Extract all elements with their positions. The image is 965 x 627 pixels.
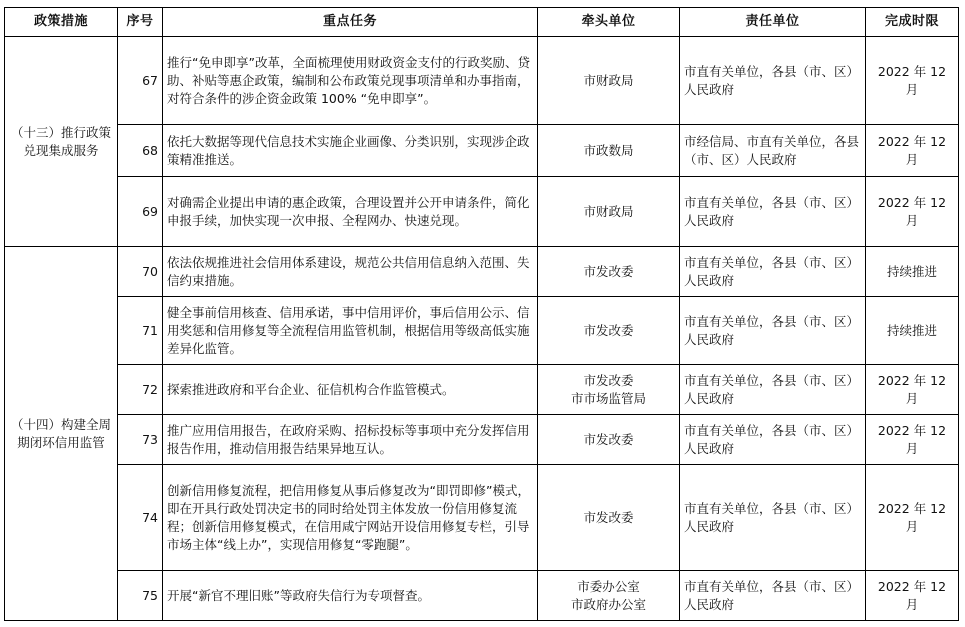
deadline-cell: 2022 年 12 月 — [866, 37, 959, 125]
lead-unit: 市财政局 — [583, 203, 634, 219]
resp-unit-cell: 市直有关单位，各县（市、区）人民政府 — [680, 37, 866, 125]
table-row — [5, 247, 959, 297]
policy-table — [4, 7, 959, 621]
table-row — [5, 177, 959, 247]
deadline-cell: 2022 年 12 月 — [866, 465, 959, 571]
task-cell: 推广应用信用报告，在政府采购、招标投标等事项中充分发挥信用报告作用，推动信用报告结果异地互认。 — [163, 415, 538, 465]
deadline-cell: 2022 年 12 月 — [866, 365, 959, 415]
task-cell: 创新信用修复流程，把信用修复从事后修复改为“即罚即修”模式，即在开具行政处罚决定书的同时给处罚主体发放一份信用修复流程；创新信用修复模式，在信用咸宁网站开设信用修复专栏，引导市场主体“线上办”，实现信用修复“零跑腿”。 — [163, 465, 538, 571]
lead-unit-cell — [538, 125, 680, 177]
resp-unit-cell: 市直有关单位，各县（市、区）人民政府 — [680, 465, 866, 571]
lead-unit: 市委办公室 — [577, 578, 640, 594]
seq-cell: 69 — [118, 177, 163, 247]
seq-cell: 67 — [118, 37, 163, 125]
table-row — [5, 365, 959, 415]
seq-cell: 70 — [118, 247, 163, 297]
lead-unit: 市发改委 — [583, 322, 634, 338]
task-cell: 推行“免申即享”改革，全面梳理使用财政资金支付的行政奖励、贷助、补贴等惠企政策，编制和公布政策兑现事项清单和办事指南，对符合条件的涉企资金政策 100% “免申即享”。 — [163, 37, 538, 125]
table-row — [5, 465, 959, 571]
header-row — [5, 8, 959, 37]
lead-unit-cell — [538, 37, 680, 125]
lead-unit-cell — [538, 297, 680, 365]
task-cell: 开展“新官不理旧账”等政府失信行为专项督查。 — [163, 571, 538, 621]
header-seq: 序号 — [118, 8, 163, 37]
table-row — [5, 571, 959, 621]
deadline-cell: 持续推进 — [866, 247, 959, 297]
seq-cell: 72 — [118, 365, 163, 415]
resp-unit-cell: 市直有关单位，各县（市、区）人民政府 — [680, 571, 866, 621]
resp-unit-cell: 市直有关单位，各县（市、区）人民政府 — [680, 365, 866, 415]
header-measure: 政策措施 — [5, 8, 118, 37]
seq-cell: 68 — [118, 125, 163, 177]
lead-unit-cell — [538, 465, 680, 571]
deadline-cell: 2022 年 12 月 — [866, 571, 959, 621]
seq-cell: 71 — [118, 297, 163, 365]
header-task: 重点任务 — [163, 8, 538, 37]
lead-unit-cell — [538, 177, 680, 247]
table-row — [5, 37, 959, 125]
task-cell: 依法依规推进社会信用体系建设，规范公共信用信息纳入范围、失信约束措施。 — [163, 247, 538, 297]
lead-unit-cell — [538, 247, 680, 297]
resp-unit-cell: 市直有关单位，各县（市、区）人民政府 — [680, 415, 866, 465]
lead-unit-cell — [538, 415, 680, 465]
lead-unit: 市发改委 — [583, 372, 634, 388]
table-row — [5, 297, 959, 365]
resp-unit-cell: 市直有关单位，各县（市、区）人民政府 — [680, 177, 866, 247]
lead-unit: 市发改委 — [583, 509, 634, 525]
task-cell: 健全事前信用核查、信用承诺，事中信用评价，事后信用公示、信用奖惩和信用修复等全流程信用监管机制，根据信用等级高低实施差异化监管。 — [163, 297, 538, 365]
deadline-cell: 持续推进 — [866, 297, 959, 365]
lead-unit-cell — [538, 571, 680, 621]
lead-unit: 市政府办公室 — [570, 596, 646, 612]
table-row — [5, 415, 959, 465]
lead-unit: 市财政局 — [583, 72, 634, 88]
seq-cell: 73 — [118, 415, 163, 465]
header-time: 完成时限 — [866, 8, 959, 37]
deadline-cell: 2022 年 12 月 — [866, 125, 959, 177]
lead-unit: 市市场监管局 — [570, 390, 646, 406]
resp-unit-cell: 市经信局、市直有关单位，各县（市、区）人民政府 — [680, 125, 866, 177]
measure-cell: （十四）构建全周期闭环信用监管 — [5, 247, 118, 621]
seq-cell: 75 — [118, 571, 163, 621]
header-resp: 责任单位 — [680, 8, 866, 37]
task-cell: 对确需企业提出申请的惠企政策，合理设置并公开申请条件，简化申报手续，加快实现一次申报、全程网办、快速兑现。 — [163, 177, 538, 247]
table-row — [5, 125, 959, 177]
lead-unit: 市发改委 — [583, 431, 634, 447]
lead-unit: 市政数局 — [583, 142, 634, 158]
task-cell: 依托大数据等现代信息技术实施企业画像、分类识别，实现涉企政策精准推送。 — [163, 125, 538, 177]
task-cell: 探索推进政府和平台企业、征信机构合作监管模式。 — [163, 365, 538, 415]
lead-unit-cell — [538, 365, 680, 415]
resp-unit-cell: 市直有关单位，各县（市、区）人民政府 — [680, 297, 866, 365]
measure-cell: （十三）推行政策兑现集成服务 — [5, 37, 118, 247]
seq-cell: 74 — [118, 465, 163, 571]
header-lead: 牵头单位 — [538, 8, 680, 37]
deadline-cell: 2022 年 12 月 — [866, 415, 959, 465]
resp-unit-cell: 市直有关单位，各县（市、区）人民政府 — [680, 247, 866, 297]
deadline-cell: 2022 年 12 月 — [866, 177, 959, 247]
lead-unit: 市发改委 — [583, 263, 634, 279]
